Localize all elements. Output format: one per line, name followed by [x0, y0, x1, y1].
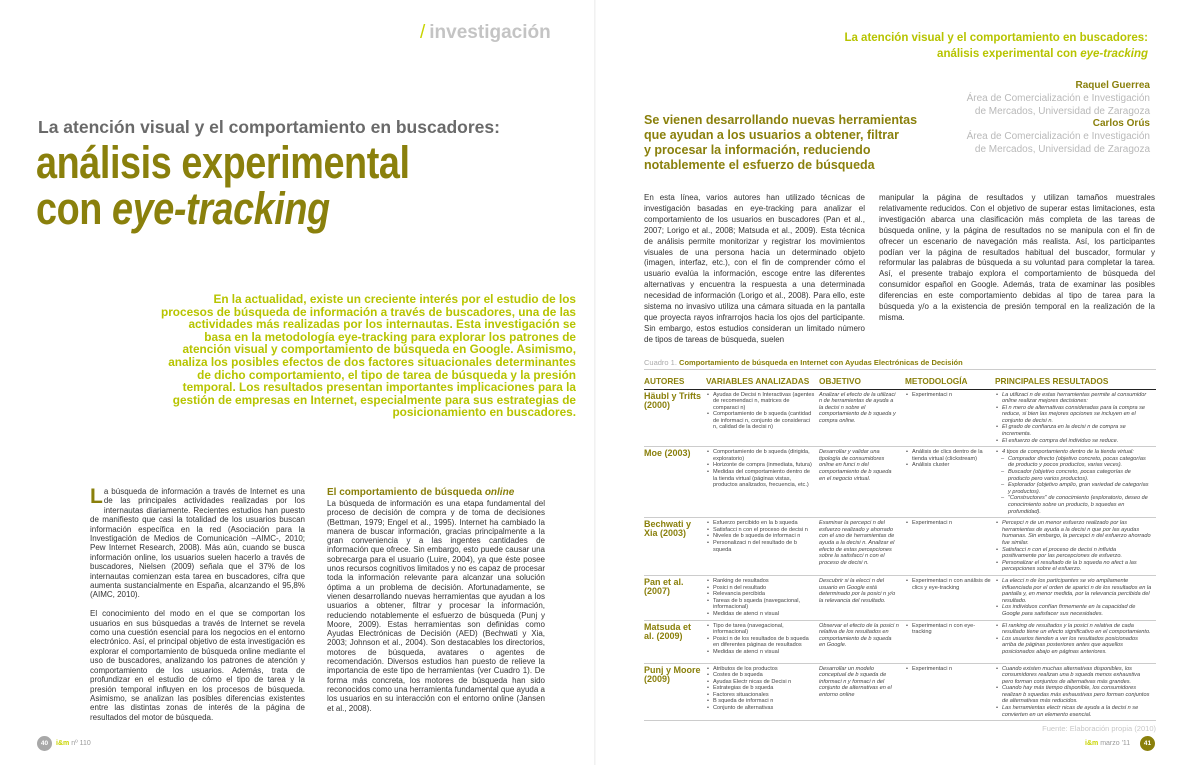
- title-line-2-italic: eye-tracking: [112, 183, 330, 234]
- objective-cell: Observar el efecto de la posici n relativa de los resultados en comportamiento de b squeda en Google.: [819, 620, 905, 663]
- caption-title: Comportamiento de búsqueda en Internet con Ayudas Electrónicas de Decisión: [679, 358, 963, 367]
- list-item: • Los usuarios tienden a ver los resultados posicionados arriba de páginas posteriores antes que aquellos posicionados abajo en páginas anteriores.: [995, 636, 1152, 656]
- subheading-plain: El comportamiento de búsqueda: [327, 487, 483, 498]
- paragraph: La búsqueda de información es una etapa fundamental del proceso de decisión de compra y de toma de decisiones (Bettman, 1979; Engel et al., 1995). Internet ha cambiado la manera de buscar información, gracias principalmente a la gran conveniencia y a las ingentes cantidades de información que ofrece. Sin embargo, esto puede causar una sobrecarga para el usuario (Luire, 2004), ya que éste posee unos recursos cognitivos limitados y no es capaz de procesar toda la información relevante para alcanzar una solución óptima a un problema de decisión. Afortunadamente, se vienen desarrollando nuevas herramientas que ayudan a los usuarios a obtener, filtrar y procesar la información, reduciendo notablemente el esfuerzo de búsqueda (Punj y Moore, 2009). Estas herramientas son definidas como Ayudas Electrónicas de Decisión (AED) (Bechwati y Xia, 2003; Johnson et al., 2004). Son destacables los directorios, motores de búsqueda, avatares o agentes de recomendación. Diversos estudios han puesto de relieve la importancia de este tipo de herramientas (ver Cuadro 1). De forma más concreta, los motores de búsqueda han sido reconocidos como una herramienta fundamental que ayuda a los usuarios en su interacción con el entorno online (Jansen et al., 2008).: [327, 499, 545, 713]
- table-row: [644, 663, 1156, 721]
- list-item: • Niveles de b squeda de informaci n: [706, 533, 815, 540]
- running-head-line-2: [844, 47, 1148, 63]
- footer-left: [56, 740, 91, 747]
- variables-cell: [706, 447, 819, 518]
- list-item: • Comportamiento de b squeda (cantidad de informaci n, conjunto de consideraci n, calidad de la decisi n): [706, 411, 815, 431]
- results-cell: [995, 518, 1156, 576]
- list-item: • Personalizaci n del resultado de b squeda: [706, 540, 815, 553]
- author-name: Carlos Orús: [1092, 118, 1150, 130]
- method-cell: [905, 389, 995, 447]
- section-name: investigación: [429, 22, 551, 43]
- list-item: • Satisfacci n con el proceso de decisi n influida positivamente por las percepciones de esfuerzo.: [995, 547, 1152, 560]
- footer-right: [1085, 740, 1130, 747]
- variables-cell: [706, 575, 819, 620]
- author-affiliation: de Mercados, Universidad de Zaragoza: [974, 105, 1150, 117]
- variables-cell: [706, 620, 819, 663]
- bullet-list: [706, 666, 815, 712]
- author-affiliation: Área de Comercialización e Investigación: [966, 131, 1150, 143]
- brand-logo: i&m: [56, 740, 70, 747]
- studies-table: [644, 376, 1156, 721]
- page-gutter: [594, 0, 596, 765]
- list-item: • Medidas del comportamiento dentro de la tienda virtual (páginas vistas, productos analizados, frecuencia, etc.): [706, 469, 815, 489]
- bullet-list: [995, 578, 1152, 618]
- bullet-list: [706, 520, 815, 553]
- list-item: • Las herramientas electr nicas de ayuda a la decisi n se convierten en un elemento esencial.: [995, 705, 1152, 718]
- list-item: • Comportamiento de b squeda (dirigida, exploratorio): [706, 449, 815, 462]
- list-item: • Medidas de atenci n visual: [706, 649, 815, 656]
- pull-quote-line: que ayudan a los usuarios a obtener, filtrar: [644, 128, 899, 142]
- list-item: • El ranking de resultados y la posici n relativa de cada resultado tiene un efecto significativo en el comportamiento.: [995, 623, 1152, 636]
- list-item: • Experimentaci n: [905, 520, 991, 527]
- table-source: Fuente: Elaboración propia (2010): [1042, 724, 1156, 734]
- list-item: • Tipo de tarea (navegacional, informacional): [706, 623, 815, 636]
- results-cell: [995, 620, 1156, 663]
- article-kicker: La atención visual y el comportamiento en buscadores:: [38, 117, 500, 137]
- page-number-badge: [1140, 736, 1155, 751]
- section-label: [420, 22, 551, 44]
- author-cell: Moe (2003): [644, 447, 706, 518]
- objective-cell: Examinar la percepci n del esfuerzo realizado y ahorrado con el uso de herramientas de ayuda a la decisi n. Analizar el efecto de estas percepciones sobre la satisfacci n con el proceso de decisi n.: [819, 518, 905, 576]
- variables-cell: [706, 389, 819, 447]
- bullet-list: [995, 449, 1152, 515]
- objective-cell: Desarrollar y validar una tipología de consumidores online en funci n del comportamiento de b squeda en el negocio virtual.: [819, 447, 905, 518]
- list-item: • Personalizar el resultado de la b squeda no afect a las percepciones sobre el esfuerzo.: [995, 560, 1152, 573]
- author-affiliation: Área de Comercialización e Investigación: [966, 92, 1150, 104]
- table-row: [644, 389, 1156, 447]
- list-item: • Ayudas Electr nicas de Decisi n: [706, 679, 815, 686]
- list-item: • El grado de confianza en la decisi n de compra se incrementa.: [995, 424, 1152, 437]
- list-item: • Relevancia percibida: [706, 591, 815, 598]
- running-head-line-1: La atención visual y el comportamiento en buscadores:: [844, 32, 1148, 44]
- subheading-italic: online: [484, 487, 515, 498]
- abstract: En la actualidad, existe un creciente interés por el estudio de los procesos de búsqueda de información a través de buscadores, una de las actividades más realizadas por los internautas. Esta investigación se basa en la metodología eye-tracking para explorar los patrones de atención visual y comportamiento de búsqueda en Google. Asimismo, analiza los posibles efectos de dos factores situacionales determinantes de dicho comportamiento, el tipo de tarea de búsqueda y la presión temporal. Los resultados presentan importantes implicaciones para la gestión de empresas en Internet, especialmente para sus estrategias de posicionamiento en buscadores.: [161, 292, 576, 420]
- table-block: [644, 376, 1156, 733]
- bullet-list: [706, 449, 815, 489]
- list-item: • Posici n del resultado: [706, 585, 815, 592]
- page-number-badge: [37, 736, 52, 751]
- bullet-list: [706, 392, 815, 432]
- table-header-row: [644, 376, 1156, 389]
- objective-cell: Desarrollar un modelo conceptual de b squeda de informaci n y formaci n del conjunto de alternativas en el entorno online: [819, 663, 905, 721]
- results-cell: [995, 663, 1156, 721]
- drop-cap: L: [90, 485, 103, 508]
- list-item: • Los individuos confían firmemente en la capacidad de Google para satisfacer sus necesidades.: [995, 604, 1152, 617]
- list-item: • Tareas de b squeda (navegacional, informacional): [706, 598, 815, 611]
- author-cell: Matsuda et al. (2009): [644, 620, 706, 663]
- column-header: PRINCIPALES RESULTADOS: [995, 376, 1156, 389]
- body-column-2: [327, 487, 545, 722]
- title-line-1: análisis experimental: [36, 137, 410, 188]
- method-cell: [905, 518, 995, 576]
- author-cell: Bechwati y Xia (2003): [644, 518, 706, 576]
- title-line-2: [36, 183, 410, 234]
- paragraph-text: a búsqueda de información a través de Internet es una de las principales actividades realizadas por los internautas diariamente. Recientes estudios han puesto de manifiesto que casi la totalidad de los usuarios buscan información específica en la red (Asociación para la Investigación de Medios de Comunicación –AIMC-, 2010; Pew Internet Research, 2008). Más aún, cuando se busca información online, los usuarios suelen hacerlo a través de buscadores, Nielsen (2009) señala que el 37% de los internautas comienzan esta tarea en buscadores, cifra que aumenta sustancialmente en España, alcanzando el 95,8% (AIMC, 2010).: [90, 487, 305, 600]
- author-name: Raquel Guerrea: [1075, 80, 1150, 91]
- bullet-list: [995, 520, 1152, 573]
- list-item: • Costes de b squeda: [706, 672, 815, 679]
- running-head-plain: análisis experimental con: [937, 47, 1078, 60]
- section-slash: /: [420, 22, 426, 43]
- bullet-list: [905, 666, 991, 673]
- title-line-2-plain: con: [36, 183, 102, 234]
- paragraph: [90, 487, 305, 600]
- list-item: • Percepci n de un menor esfuerzo realizado por las herramientas de ayuda a la decisi n que por las ayudas humanas. Sin embargo, la percepci n del esfuerzo ahorrado fue similar.: [995, 520, 1152, 546]
- issue-number: nº 110: [71, 740, 91, 747]
- objective-cell: Analizar el efecto de la utilizaci n de herramientas de ayuda a la decisi n sobre el comportamiento de b squeda y compra online.: [819, 389, 905, 447]
- list-item: • Estrategias de b squeda: [706, 685, 815, 692]
- list-item: • La utilizaci n de estas herramientas permite al consumidor online realizar mejores decisiones:: [995, 392, 1152, 405]
- table-row: [644, 447, 1156, 518]
- author-affiliation: de Mercados, Universidad de Zaragoza: [974, 143, 1150, 155]
- bullet-list: [905, 449, 991, 469]
- page-number: 41: [1143, 740, 1152, 747]
- list-item: • Experimentaci n: [905, 392, 991, 399]
- results-cell: [995, 447, 1156, 518]
- method-cell: [905, 447, 995, 518]
- list-item: • El n mero de alternativas consideradas para la compra se reduce, si bien las mejores opciones se incluyen en el conjunto de decisi n.: [995, 405, 1152, 425]
- bullet-list: [995, 392, 1152, 445]
- bullet-list: [905, 578, 991, 591]
- results-cell: [995, 575, 1156, 620]
- subheading: [327, 487, 545, 498]
- list-item: • 4 tipos de comportamiento dentro de la tienda virtual:: [995, 449, 1152, 456]
- list-item: • Experimentaci n: [905, 666, 991, 673]
- list-item: • Posici n de los resultados de b squeda en diferentes páginas de resultados: [706, 636, 815, 649]
- right-body-column-2: manipular la página de resultados y utilizan tamaños muestrales relativamente reducidos. Con el objetivo de superar estas limitaciones, esta investigación abarca una clasificación más completa de las tareas de búsqueda online, y la página de resultados no se manipula con el fin de ofrecer un escenario de navegación más realista. Así, los participantes podían ver la página de resultados habitual del buscador, formular y reformular las palabras de búsqueda a su voluntad para completar la tarea. Así, el presente trabajo explora el comportamiento de búsqueda del consumidor español en Google. Además, trata de examinar las posibles diferencias en este comportamiento debidas al tipo de tarea para la búsqueda y/o a la existencia de presión temporal en la realización de la misma.: [879, 193, 1155, 322]
- pull-quote-line: y procesar la información, reduciendo: [644, 143, 871, 157]
- table-row: [644, 620, 1156, 663]
- results-cell: [995, 389, 1156, 447]
- list-item: • Análisis cluster: [905, 462, 991, 469]
- list-item: • B squeda de informaci n: [706, 698, 815, 705]
- author-cell: Häubl y Trifts (2000): [644, 389, 706, 447]
- column-header: AUTORES: [644, 376, 706, 389]
- pull-quote: [644, 113, 917, 173]
- list-item: • Experimentaci n con eye-tracking: [905, 623, 991, 636]
- list-item: – Buscador (objetivo concreto, pocas categorías de producto pero varios productos).: [995, 469, 1152, 482]
- article-title: [36, 137, 410, 234]
- list-item: • Atributos de los productos: [706, 666, 815, 673]
- list-item: – Explorador (objetivo amplio, gran variedad de categorías y productos).: [995, 482, 1152, 495]
- objective-cell: Descubrir si la elecci n del usuario en Google está determinado por la posici n y/o la relevancia del resultado.: [819, 575, 905, 620]
- method-cell: [905, 663, 995, 721]
- list-item: • Cuando existen muchas alternativas disponibles, los consumidores realizan una b squeda menos exhaustiva pero forman conjuntos de alternativas más grandes.: [995, 666, 1152, 686]
- issue-date: marzo '11: [1100, 740, 1131, 747]
- list-item: • El esfuerzo de compra del individuo se reduce.: [995, 438, 1152, 445]
- table-caption: [644, 358, 1156, 370]
- table-row: [644, 575, 1156, 620]
- running-head-italic: eye-tracking: [1080, 47, 1148, 60]
- list-item: • Análisis de clics dentro de la tienda virtual (clickstream): [905, 449, 991, 462]
- column-header: OBJETIVO: [819, 376, 905, 389]
- author-cell: Punj y Moore (2009): [644, 663, 706, 721]
- authors-block: [967, 80, 1150, 157]
- list-item: • Esfuerzo percibido en la b squeda: [706, 520, 815, 527]
- list-item: • Horizonte de compra (inmediata, futura): [706, 462, 815, 469]
- caption-label: Cuadro 1.: [644, 358, 677, 367]
- variables-cell: [706, 518, 819, 576]
- brand-logo: i&m: [1085, 740, 1099, 747]
- bullet-list: [905, 520, 991, 527]
- bullet-list: [995, 623, 1152, 656]
- list-item: • Ranking de resultados: [706, 578, 815, 585]
- list-item: • Satisfacci n con el proceso de decisi n: [706, 527, 815, 534]
- column-header: METODOLOGÍA: [905, 376, 995, 389]
- list-item: – "Constructores" de conocimiento (exploratorio, deseo de conocimiento sobre un producto, b squedas en profundidad).: [995, 495, 1152, 515]
- list-item: • Conjunto de alternativas: [706, 705, 815, 712]
- table-row: [644, 518, 1156, 576]
- list-item: – Comprador directo (objetivo concreto, pocas categorías de producto y pocos productos, varias veces).: [995, 456, 1152, 469]
- paragraph: El conocimiento del modo en el que se comportan los usuarios en sus búsquedas a través de Internet se revela como una cuestión esencial para los negocios en el entorno electrónico. Así, el principal objetivo de esta investigación es explorar el comportamiento de búsqueda online mediante el uso de buscadores, analizando los patrones de atención y comportamiento de los usuarios. Además, trata de profundizar en el estudio de cómo el tipo de tarea y la presión temporal influyen en los procesos de búsqueda. Asimismo, se analizan las posibles diferencias existentes entre las distintas zonas de interés de la página de resultados del motor de búsqueda.: [90, 609, 305, 722]
- author-cell: Pan et al. (2007): [644, 575, 706, 620]
- bullet-list: [706, 623, 815, 656]
- pull-quote-line: Se vienen desarrollando nuevas herramientas: [644, 113, 918, 127]
- list-item: • La elecci n de los participantes se vio ampliamente influenciada por el orden de aparici n de los resultados en la pantalla y, en menor medida, por la relevancia percibida del resultado.: [995, 578, 1152, 604]
- method-cell: [905, 575, 995, 620]
- bullet-list: [905, 623, 991, 636]
- pull-quote-line: notablemente el esfuerzo de búsqueda: [644, 158, 875, 172]
- list-item: • Medidas de atenci n visual: [706, 611, 815, 618]
- running-head: [844, 31, 1148, 62]
- body-column-1: [90, 487, 305, 732]
- column-header: VARIABLES ANALIZADAS: [706, 376, 819, 389]
- list-item: • Experimentaci n con análisis de clics y eye-tracking: [905, 578, 991, 591]
- method-cell: [905, 620, 995, 663]
- bullet-list: [995, 666, 1152, 719]
- list-item: • Cuando hay más tiempo disponible, los consumidores realizan b squedas más exhaustivas pero forman conjuntos de alternativas más reducidos.: [995, 685, 1152, 705]
- page-number: 40: [40, 740, 49, 747]
- list-item: • Factores situacionales: [706, 692, 815, 699]
- list-item: • Ayudas de Decisi n Interactivas (agentes de recomendaci n, matrices de comparaci n): [706, 392, 815, 412]
- bullet-list: [706, 578, 815, 618]
- bullet-list: [905, 392, 991, 399]
- variables-cell: [706, 663, 819, 721]
- right-body-column-1: En esta línea, varios autores han utilizado técnicas de investigación basadas en eye-tracking para analizar el comportamiento de los usuarios en buscadores (Pan et al., 2007; Lorigo et al., 2008; Matsuda et al., 2009). Esta técnica de análisis permite monitorizar y registrar los movimientos visuales de una persona hacia un determinado objeto (imagen, interfaz, etc.), con el fin de comprender cómo el usuario evalúa la información, escoge entre las diferentes alternativas y encuentra la respuesta a una determinada necesidad de información (Lorigo et al., 2008). Para ello, este sistema no invasivo utiliza una cámara situada en la pantalla que proyecta rayos infrarrojos hacia los ojos del participante. Sin embargo, estos estudios consideran un limitado número de tipos de tareas de búsqueda, suelen: [644, 193, 865, 344]
